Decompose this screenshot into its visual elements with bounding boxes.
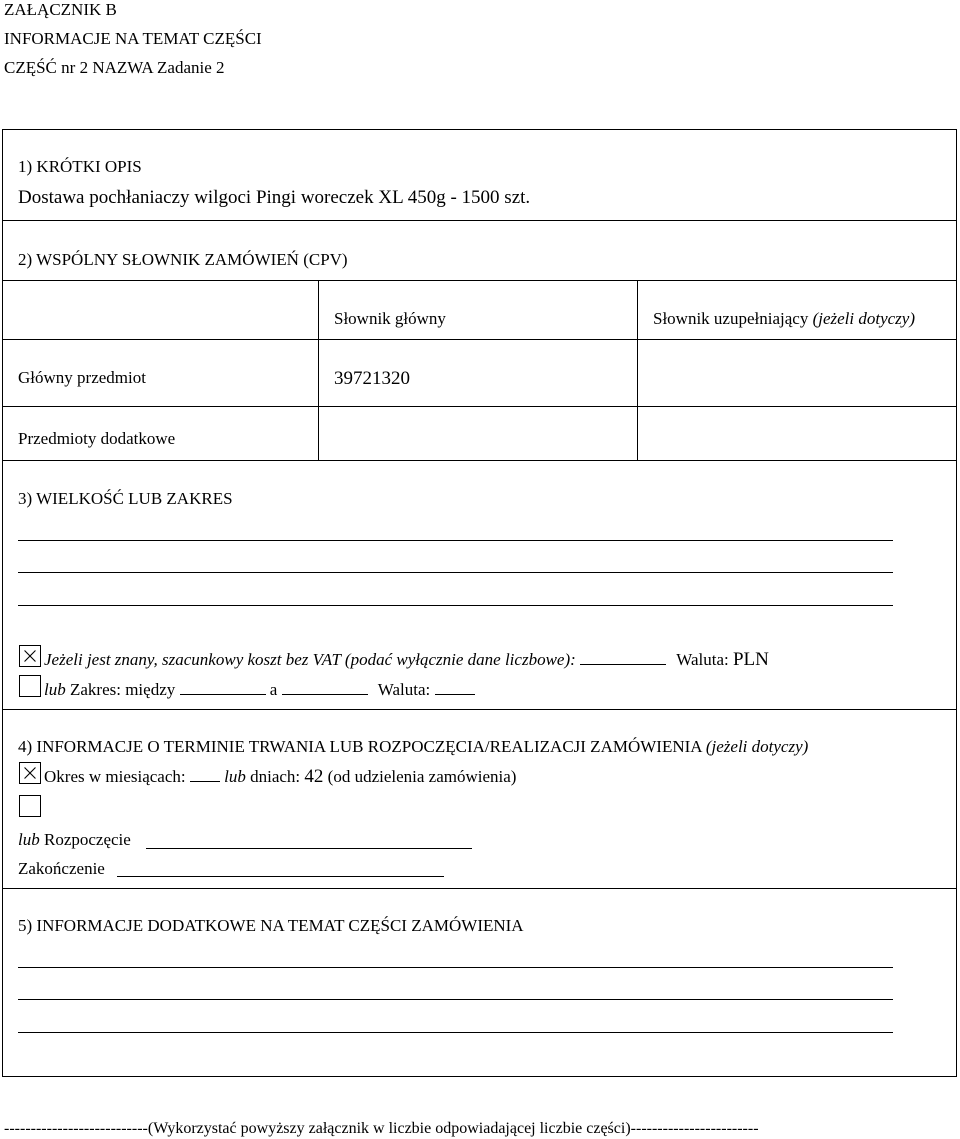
cpv-table-line: [2, 339, 957, 340]
s4-heading: 4) INFORMACJE O TERMINIE TRWANIA LUB ROZPOCZĘCIA/REALIZACJI ZAMÓWIENIA: [18, 737, 702, 756]
part-name: Zadanie 2: [157, 58, 225, 77]
s1-description: Dostawa pochłaniaczy wilgoci Pingi woreczek XL 450g - 1500 szt.: [18, 187, 531, 208]
s2-heading: 2) WSPÓLNY SŁOWNIK ZAMÓWIEŃ (CPV): [18, 250, 348, 269]
s5-fill-line: [18, 1032, 893, 1033]
range-line: [44, 680, 475, 698]
start-date-field[interactable]: [146, 848, 472, 849]
days-lub: lub: [224, 767, 246, 786]
cpv-col-supp-label: Słownik uzupełniający: [653, 309, 809, 328]
end-label: Zakończenie: [18, 859, 105, 878]
dates-checkbox[interactable]: [19, 795, 41, 817]
cost-line: [44, 650, 769, 669]
s3-fill-line: [18, 540, 893, 541]
cpv-table-col: [318, 280, 319, 460]
divider: [2, 220, 957, 221]
s5-heading: 5) INFORMACJE DODATKOWE NA TEMAT CZĘŚCI ZAMÓWIENIA: [18, 916, 524, 935]
s3-heading: 3) WIELKOŚĆ LUB ZAKRES: [18, 489, 233, 508]
cpv-row-main-code: 39721320: [334, 368, 410, 389]
cost-label: Jeżeli jest znany, szacunkowy koszt bez VAT (podać wyłącznie dane liczbowe):: [44, 650, 576, 669]
s3-fill-line: [18, 572, 893, 573]
period-checkbox[interactable]: [19, 762, 41, 784]
currency-label: Waluta:: [676, 650, 729, 669]
part-prefix: CZĘŚĆ nr: [4, 58, 76, 77]
cpv-col-main: Słownik główny: [334, 309, 446, 328]
days-note: (od udzielenia zamówienia): [327, 767, 517, 786]
end-date-field[interactable]: [117, 876, 444, 877]
range-from-field[interactable]: [180, 680, 266, 695]
cpv-row-additional-label: Przedmioty dodatkowe: [18, 429, 176, 448]
cost-field[interactable]: [580, 650, 666, 665]
cpv-table-col: [637, 280, 638, 460]
start-lub: lub: [18, 830, 40, 849]
cpv-table-bottom: [2, 460, 957, 461]
info-title: INFORMACJE NA TEMAT CZĘŚCI: [4, 29, 262, 48]
s4-heading-note: (jeżeli dotyczy): [705, 737, 809, 756]
annex-title: ZAŁĄCZNIK B: [4, 0, 117, 19]
cpv-table-top: [2, 280, 957, 281]
name-label: NAZWA: [92, 58, 153, 77]
days-value: 42: [304, 766, 324, 787]
s5-fill-line: [18, 999, 893, 1000]
months-label: Okres w miesiącach:: [44, 767, 186, 786]
days-label: dniach:: [250, 767, 301, 786]
s4-heading-line: [18, 738, 808, 755]
cpv-col-supp: [653, 310, 915, 327]
cost-checkbox[interactable]: [19, 645, 41, 667]
currency-value: PLN: [732, 649, 769, 670]
range-label: Zakres: między: [69, 680, 176, 699]
start-line: [18, 831, 131, 848]
cpv-table-line: [2, 406, 957, 407]
range-to-field[interactable]: [282, 680, 368, 695]
range-currency-field[interactable]: [435, 680, 475, 695]
cpv-row-main-label: Główny przedmiot: [18, 368, 146, 387]
checkbox-x-icon: [20, 646, 40, 666]
range-currency-label: Waluta:: [377, 680, 431, 699]
divider: [2, 709, 957, 710]
range-and: a: [269, 680, 278, 699]
start-label: Rozpoczęcie: [43, 830, 131, 849]
s5-fill-line: [18, 967, 893, 968]
period-line: [44, 767, 516, 786]
checkbox-x-icon: [20, 763, 40, 783]
s3-fill-line: [18, 605, 893, 606]
range-checkbox[interactable]: [19, 675, 41, 697]
range-lub: lub: [44, 680, 66, 699]
part-line: [4, 59, 225, 76]
s1-heading: 1) KRÓTKI OPIS: [18, 157, 142, 176]
divider: [2, 888, 957, 889]
months-field[interactable]: [190, 767, 220, 782]
footer-note: ---------------------------(Wykorzystać powyższy załącznik w liczbie odpowiadającej liczbie części)------------------------: [4, 1120, 759, 1137]
part-number: 2: [79, 58, 89, 77]
cpv-col-supp-note: (jeżeli dotyczy): [812, 309, 916, 328]
